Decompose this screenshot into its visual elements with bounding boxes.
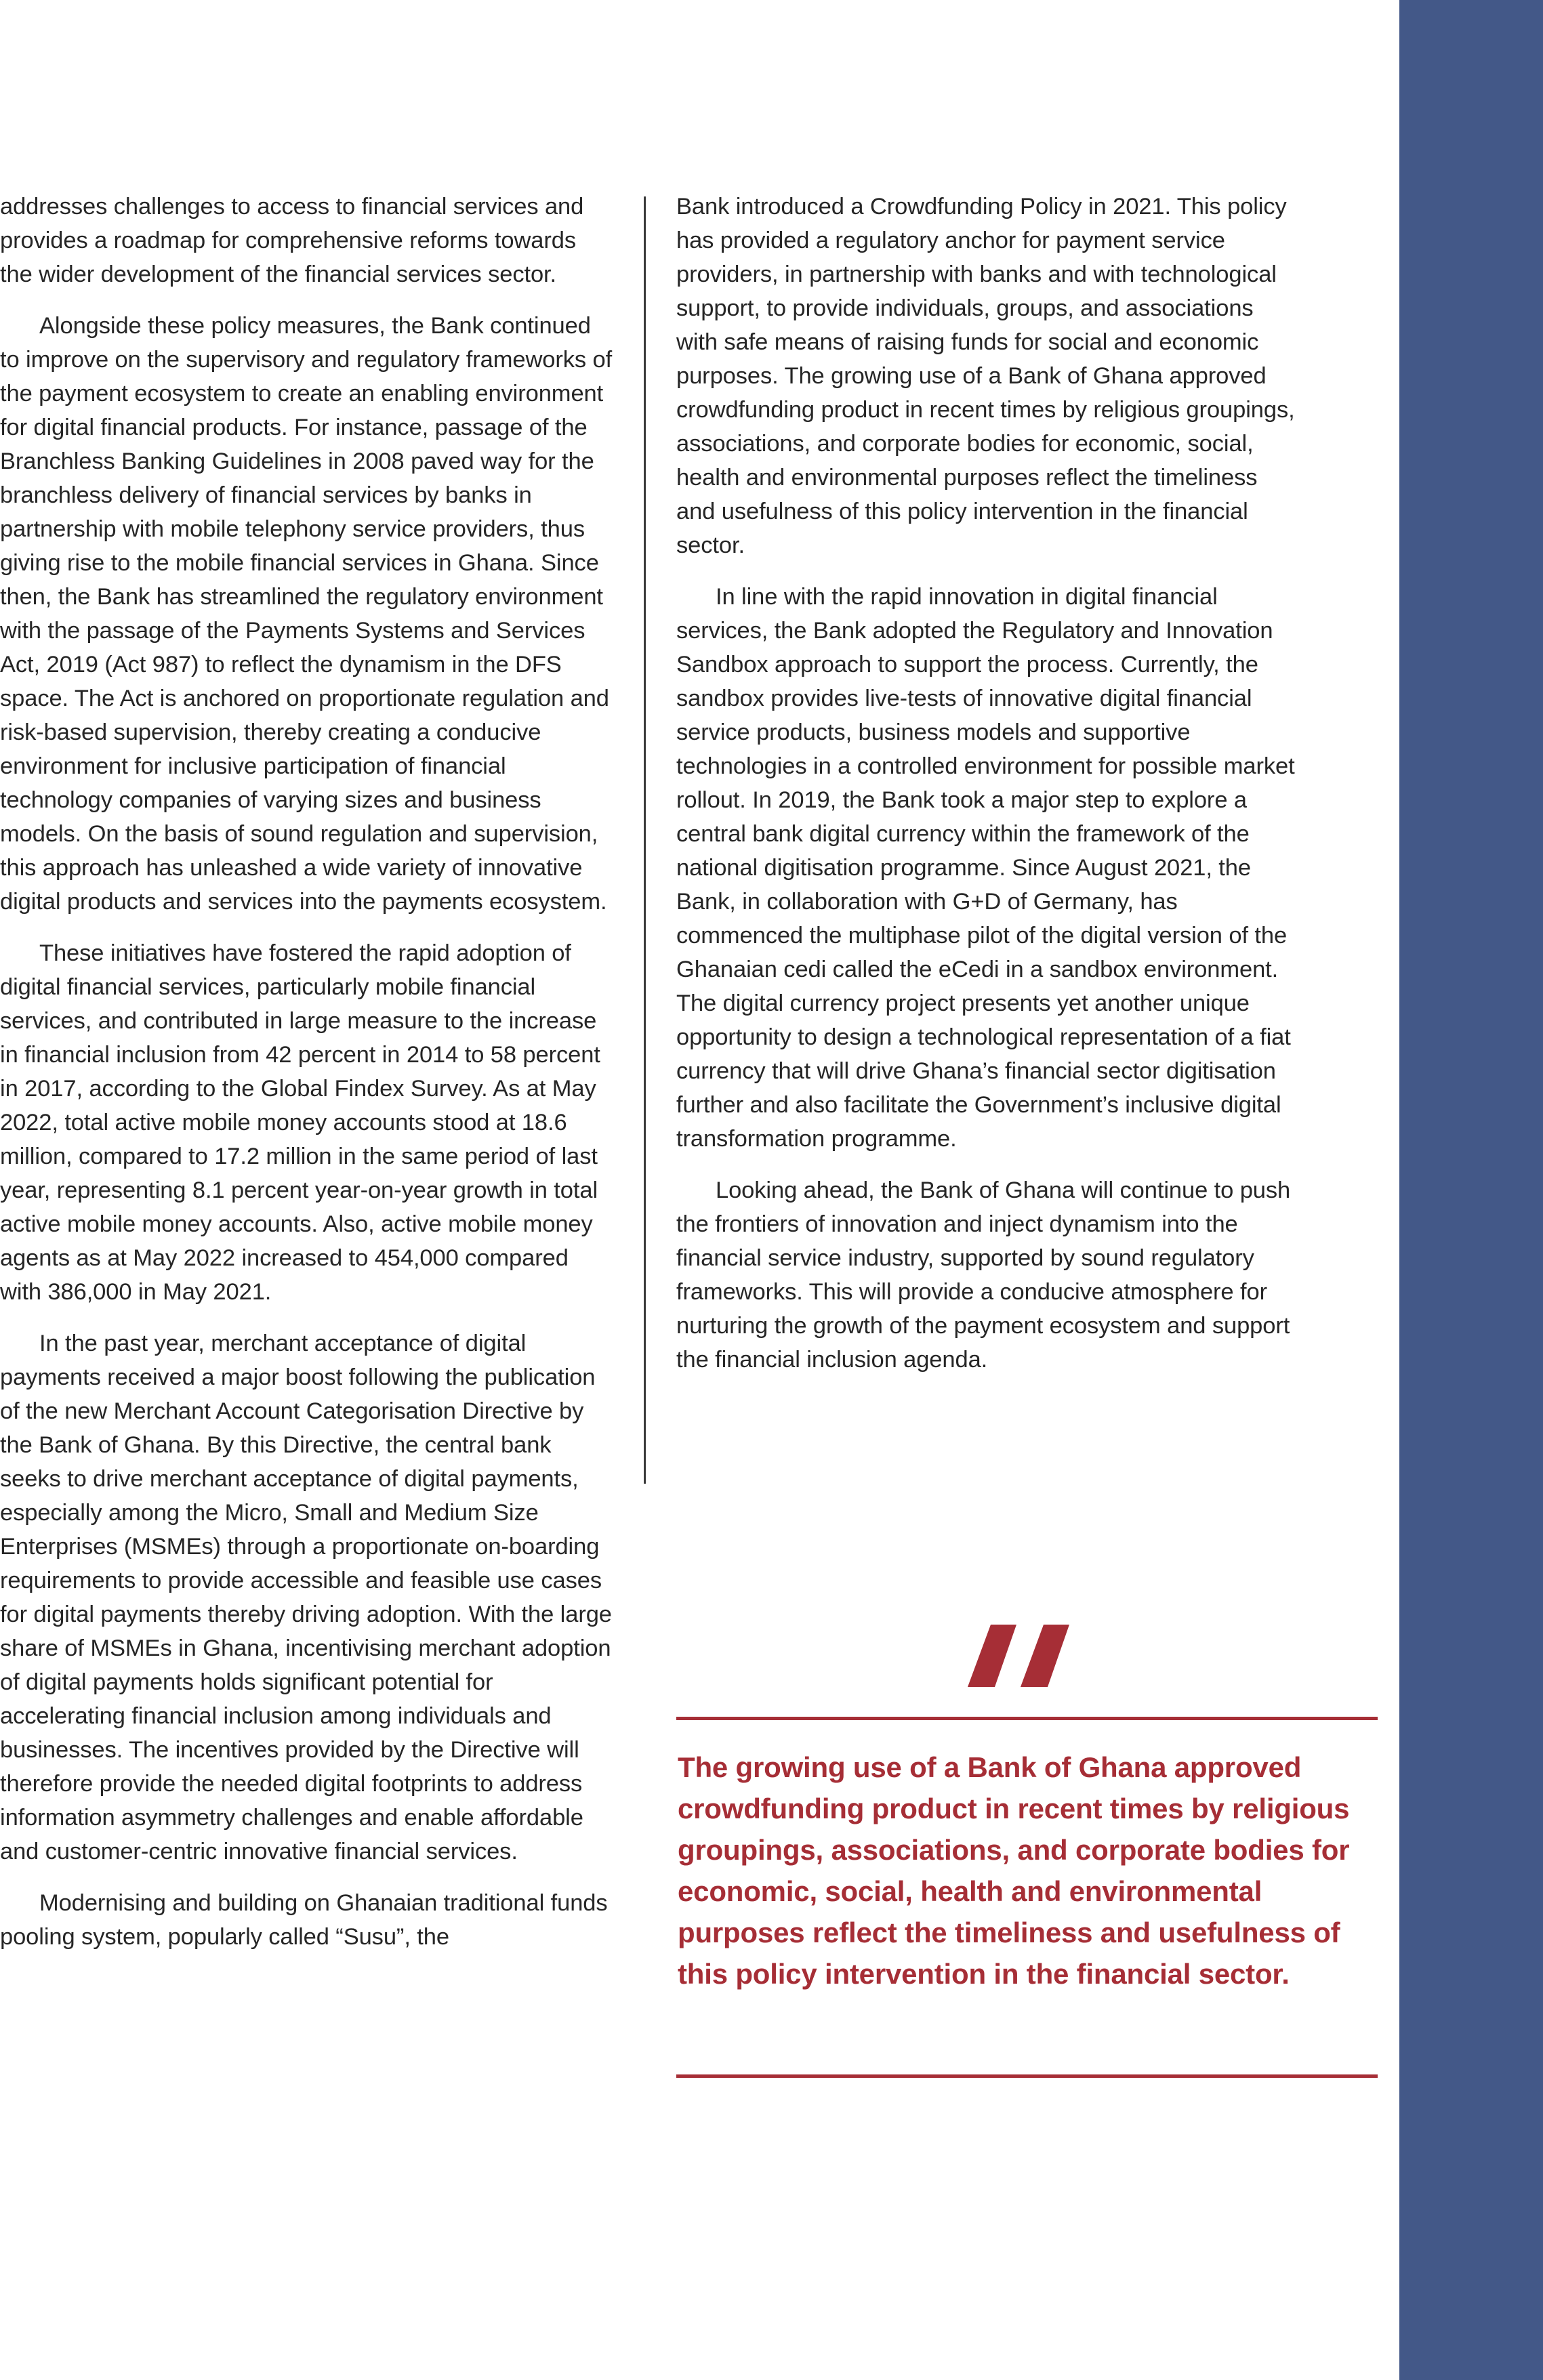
quote-mark-icon	[962, 1625, 1098, 1692]
pull-quote-top-rule	[676, 1717, 1378, 1720]
paragraph: Modernising and building on Ghanaian traditional funds pooling system, popularly called “Susu”, the	[0, 1890, 608, 1950]
paragraph: Looking ahead, the Bank of Ghana will continue to push the frontiers of innovation and inject dynamism into the financial service industry, supported by sound regulatory frameworks. This will provide a conducive atmosphere for nurturing the growth of the payment ecosystem and support the financial inclusion agenda.	[676, 1177, 1291, 1373]
pull-quote-bottom-rule	[676, 2074, 1378, 2078]
side-color-bar	[1399, 0, 1543, 2380]
paragraph: In line with the rapid innovation in digital financial services, the Bank adopted the Regulatory and Innovation Sandbox approach to support the process. Currently, the sandbox provides live-tests of innovative digital financial service products, business models and supportive technologies in a controlled environment for possible market rollout. In 2019, the Bank took a major step to explore a central bank digital currency within the framework of the national digitisation programme. Since August 2021, the Bank, in collaboration with G+D of Germany, has commenced the multiphase pilot of the digital version of the Ghanaian cedi called the eCedi in a sandbox environment. The digital currency project presents yet another unique opportunity to design a technological representation of a fiat currency that will drive Ghana’s financial sector digitisation further and also facilitate the Government’s inclusive digital transformation programme.	[676, 584, 1295, 1152]
paragraph: Alongside these policy measures, the Bank continued to improve on the supervisory and regulatory frameworks of the payment ecosystem to create an enabling environment for digital financial products. For instance, passage of the Branchless Banking Guidelines in 2008 paved way for the branchless delivery of financial services by banks in partnership with mobile telephony service providers, thus giving rise to the mobile financial services in Ghana. Since then, the Bank has streamlined the regulatory environment with the passage of the Payments Systems and Services Act, 2019 (Act 987) to reflect the dynamism in the DFS space. The Act is anchored on proportionate regulation and risk-based supervision, thereby creating a conducive environment for inclusive participation of financial technology companies of varying sizes and business models. On the basis of sound regulation and supervision, this approach has unleashed a wide variety of innovative digital products and services into the payments ecosystem.	[0, 313, 613, 915]
paragraph: These initiatives have fostered the rapid adoption of digital financial services, particularly mobile financial services, and contributed in large measure to the increase in financial inclusion from 42 percent in 2014 to 58 percent in 2017, according to the Global Findex Survey. As at May 2022, total active mobile money accounts stood at 18.6 million, compared to 17.2 million in the same period of last year, representing 8.1 percent year-on-year growth in total active mobile money accounts. Also, active mobile money agents as at May 2022 increased to 454,000 compared with 386,000 in May 2021.	[0, 940, 600, 1305]
paragraph: In the past year, merchant acceptance of digital payments received a major boost following the publication of the new Merchant Account Categorisation Directive by the Bank of Ghana. By this Directive, the central bank seeks to drive merchant acceptance of digital payments, especially among the Micro, Small and Medium Size Enterprises (MSMEs) through a proportionate on-boarding requirements to provide accessible and feasible use cases for digital payments thereby driving adoption. With the large share of MSMEs in Ghana, incentivising merchant adoption of digital payments holds significant potential for accelerating financial inclusion among individuals and businesses. The incentives provided by the Directive will therefore provide the needed digital footprints to address information asymmetry challenges and enable affordable and customer-centric innovative financial services.	[0, 1331, 612, 1864]
right-text-column	[676, 190, 1296, 1394]
pull-quote-text: The growing use of a Bank of Ghana approved crowdfunding product in recent times by religious groupings, associations, and corporate bodies for economic, social, health and environmental purposes reflect the timeliness and usefulness of this policy intervention in the financial sector.	[678, 1751, 1350, 1990]
column-divider	[644, 196, 646, 1484]
paragraph: Bank introduced a Crowdfunding Policy in 2021. This policy has provided a regulatory anchor for payment service providers, in partnership with banks and with technological support, to provide individuals, groups, and associations with safe means of raising funds for social and economic purposes. The growing use of a Bank of Ghana approved crowdfunding product in recent times by religious groupings, associations, and corporate bodies for economic, social, health and environmental purposes reflect the timeliness and usefulness of this policy intervention in the financial sector.	[676, 194, 1295, 558]
left-text-column	[0, 190, 613, 1971]
paragraph: addresses challenges to access to financial services and provides a roadmap for comprehensive reforms towards the wider development of the financial services sector.	[0, 194, 584, 287]
